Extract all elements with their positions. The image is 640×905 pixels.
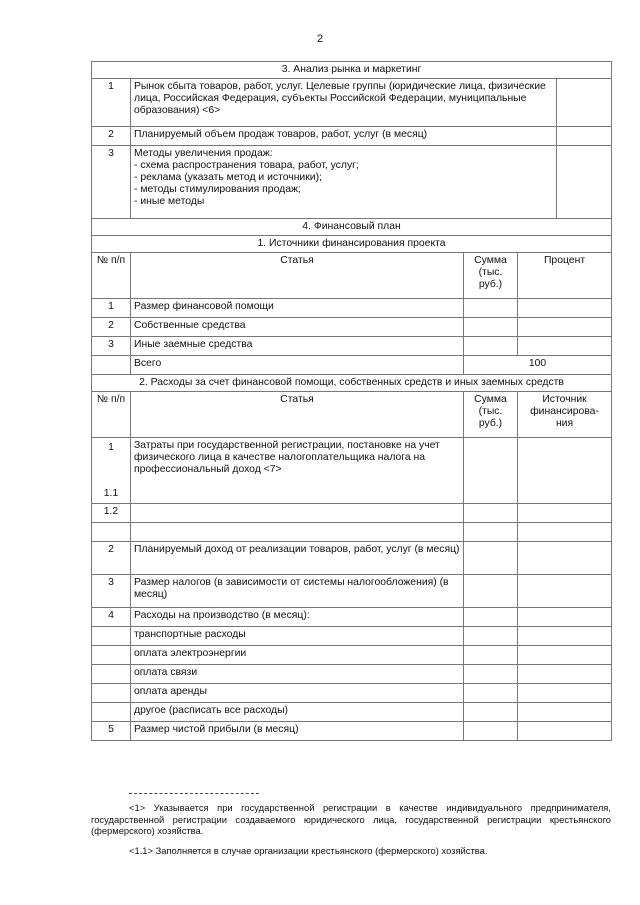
source-cell[interactable] xyxy=(518,703,612,722)
sum-cell[interactable] xyxy=(464,299,518,318)
row-number: 1 xyxy=(92,79,131,127)
empty-cell xyxy=(92,627,131,646)
expense-item-text: оплата аренды xyxy=(131,684,464,703)
sum-cell[interactable] xyxy=(464,438,518,504)
sub1-total-row xyxy=(92,356,612,375)
footnote-1-1: <1.1> Заполняется в случае организации крестьянского (фермерского) хозяйства. xyxy=(129,844,488,856)
header-num: № п/п xyxy=(92,392,131,438)
row-text[interactable] xyxy=(131,523,464,542)
row-text[interactable] xyxy=(131,504,464,523)
header-item: Статья xyxy=(131,392,464,438)
row-number: 2 xyxy=(92,318,131,337)
row-text: Расходы на производство (в месяц): xyxy=(131,608,464,627)
row-number-sub: 1.1 xyxy=(103,488,119,499)
sum-cell[interactable] xyxy=(464,646,518,665)
source-cell[interactable] xyxy=(518,684,612,703)
row-text: Затраты при государственной регистрации, постановке на учет физического лица в качестве налогоплательщика налога на профессиональный доход <7> xyxy=(131,438,464,504)
sub1-row-3 xyxy=(92,337,612,356)
section3-row-1 xyxy=(92,79,612,127)
row-number: 3 xyxy=(92,575,131,608)
row-number: 4 xyxy=(92,608,131,627)
section3-title: 3. Анализ рынка и маркетинг xyxy=(92,62,612,79)
expense-item-text: транспортные расходы xyxy=(131,627,464,646)
section3-title-row xyxy=(92,62,612,79)
source-cell[interactable] xyxy=(518,504,612,523)
sum-cell[interactable] xyxy=(464,575,518,608)
source-cell[interactable] xyxy=(518,438,612,504)
expense-item-text: другое (расписать все расходы) xyxy=(131,703,464,722)
value-cell[interactable] xyxy=(557,79,612,127)
row-number-main: 1 xyxy=(108,442,114,453)
header-sum: Сумма (тыс. руб.) xyxy=(464,253,518,299)
sub2-row-3 xyxy=(92,575,612,608)
sub2-row-blank xyxy=(92,523,612,542)
empty-cell xyxy=(92,356,131,375)
sub2-row-2 xyxy=(92,542,612,575)
row-text: Планируемый доход от реализации товаров, работ, услуг (в месяц) xyxy=(131,542,464,575)
sum-cell[interactable] xyxy=(464,684,518,703)
sub2-row-1 xyxy=(92,438,612,504)
row-text: Рынок сбыта товаров, работ, услуг. Целевые группы (юридические лица, физические лица, Российская Федерация, субъекты Российской Федерации, муниципальные образования) <6> xyxy=(131,79,557,127)
sum-cell[interactable] xyxy=(464,542,518,575)
row-number: 1.2 xyxy=(92,504,131,523)
sum-cell[interactable] xyxy=(464,627,518,646)
row-number: 3 xyxy=(92,146,131,219)
empty-cell xyxy=(92,703,131,722)
source-cell[interactable] xyxy=(518,646,612,665)
sum-cell[interactable] xyxy=(464,722,518,741)
row-text: Размер налогов (в зависимости от системы налогообложения) (в месяц) xyxy=(131,575,464,608)
row-text: Иные заемные средства xyxy=(131,337,464,356)
percent-cell[interactable] xyxy=(518,337,612,356)
sub2-header-row xyxy=(92,392,612,438)
expense-item-row xyxy=(92,703,612,722)
source-cell[interactable] xyxy=(518,627,612,646)
expense-item-row xyxy=(92,646,612,665)
row-number: 1 xyxy=(92,299,131,318)
sum-cell[interactable] xyxy=(464,504,518,523)
value-cell[interactable] xyxy=(557,127,612,146)
section4-title-row xyxy=(92,219,612,236)
percent-cell[interactable] xyxy=(518,299,612,318)
row-text: Размер финансовой помощи xyxy=(131,299,464,318)
sub2-row-5 xyxy=(92,722,612,741)
sub1-row-1 xyxy=(92,299,612,318)
sub1-title-row xyxy=(92,236,612,253)
row-number: 2 xyxy=(92,127,131,146)
footnote-1: <1> Указывается при государственной регистрации в качестве индивидуального предпринимателя, государственной регистрации создаваемого юридического лица, государственной регистрации крестьянского (фермерского) хозяйства. xyxy=(91,802,611,836)
sum-cell[interactable] xyxy=(464,318,518,337)
row-text: Планируемый объем продаж товаров, работ, услуг (в месяц) xyxy=(131,127,557,146)
expense-item-text: оплата электроэнергии xyxy=(131,646,464,665)
sum-cell[interactable] xyxy=(464,665,518,684)
header-item: Статья xyxy=(131,253,464,299)
expense-item-text: оплата связи xyxy=(131,665,464,684)
source-cell[interactable] xyxy=(518,575,612,608)
source-cell[interactable] xyxy=(518,608,612,627)
sum-cell[interactable] xyxy=(464,608,518,627)
empty-cell xyxy=(92,646,131,665)
sub1-title: 1. Источники финансирования проекта xyxy=(92,236,612,253)
business-plan-table xyxy=(91,61,612,741)
expense-item-row xyxy=(92,627,612,646)
total-label: Всего xyxy=(131,356,464,375)
row-number: 3 xyxy=(92,337,131,356)
sub1-row-2 xyxy=(92,318,612,337)
empty-cell xyxy=(92,684,131,703)
row-number: 2 xyxy=(92,542,131,575)
row-text: Размер чистой прибыли (в месяц) xyxy=(131,722,464,741)
sub2-row-1-2 xyxy=(92,504,612,523)
sum-cell[interactable] xyxy=(464,703,518,722)
header-num: № п/п xyxy=(92,253,131,299)
value-cell[interactable] xyxy=(557,146,612,219)
footnote-divider xyxy=(129,793,259,794)
source-cell[interactable] xyxy=(518,542,612,575)
row-text: Методы увеличения продаж: - схема распространения товара, работ, услуг; - реклама (указать метод и источники); - методы стимулирования продаж; - иные методы xyxy=(131,146,557,219)
row-number: 5 xyxy=(92,722,131,741)
sum-cell[interactable] xyxy=(464,337,518,356)
section3-row-2 xyxy=(92,127,612,146)
sub2-title: 2. Расходы за счет финансовой помощи, собственных средств и иных заемных средств xyxy=(92,375,612,392)
row-text: Собственные средства xyxy=(131,318,464,337)
header-source: Источник финансирова- ния xyxy=(518,392,612,438)
section4-title: 4. Финансовый план xyxy=(92,219,612,236)
header-sum: Сумма (тыс. руб.) xyxy=(464,392,518,438)
total-value: 100 xyxy=(464,356,612,375)
sum-cell[interactable] xyxy=(464,523,518,542)
percent-cell[interactable] xyxy=(518,318,612,337)
expense-item-row xyxy=(92,684,612,703)
sub1-header-row xyxy=(92,253,612,299)
source-cell[interactable] xyxy=(518,722,612,741)
source-cell[interactable] xyxy=(518,523,612,542)
row-number xyxy=(92,438,131,504)
empty-cell xyxy=(92,523,131,542)
section3-row-3 xyxy=(92,146,612,219)
page-number: 2 xyxy=(316,33,324,45)
source-cell[interactable] xyxy=(518,665,612,684)
header-percent: Процент xyxy=(518,253,612,299)
sub2-row-4 xyxy=(92,608,612,627)
empty-cell xyxy=(92,665,131,684)
footnotes xyxy=(91,793,611,864)
expense-item-row xyxy=(92,665,612,684)
sub2-title-row xyxy=(92,375,612,392)
